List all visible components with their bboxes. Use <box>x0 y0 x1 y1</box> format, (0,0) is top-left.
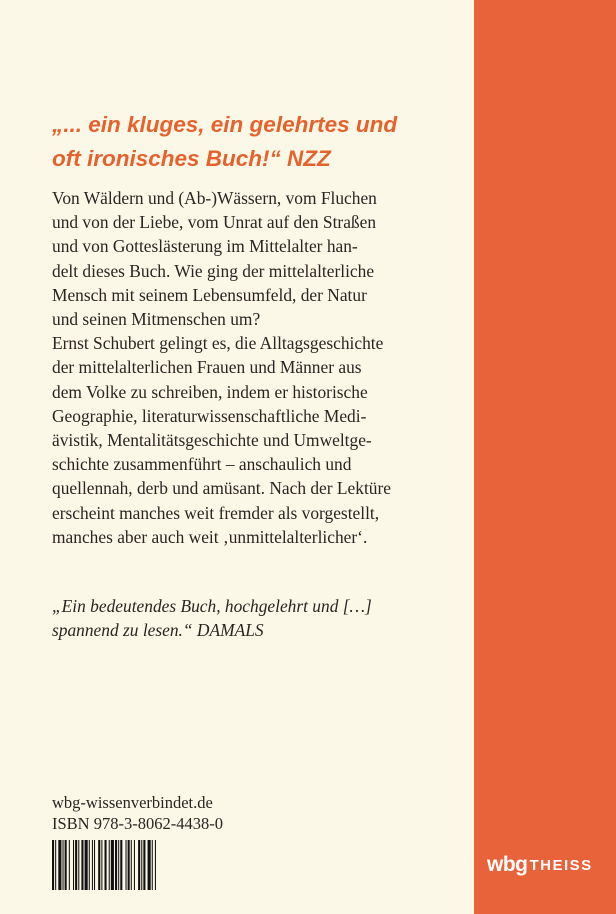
barcode-bar <box>131 840 132 890</box>
publisher-website: wbg-wissenverbindet.de <box>52 793 213 812</box>
blurb-line: dem Volke zu schreiben, indem er historische <box>52 381 368 402</box>
barcode-bar <box>148 840 151 890</box>
logo-wbg-text: wbg <box>487 853 528 876</box>
barcode-bar <box>128 840 130 890</box>
barcode-bar <box>126 840 127 890</box>
barcode-bar <box>69 840 70 890</box>
blurb-text <box>52 186 472 549</box>
blurb-line: quellennah, derb und amüsant. Nach der Lektüre <box>52 478 391 499</box>
barcode-bar <box>115 840 117 890</box>
barcode-bar <box>143 840 145 890</box>
blurb-line: erscheint manches weit fremder als vorgestellt, <box>52 502 380 523</box>
barcode-bar <box>85 840 88 890</box>
barcode-bar <box>111 840 114 890</box>
barcode-bar <box>58 840 61 890</box>
blurb-line: der mittelalterlichen Frauen und Männer aus <box>52 357 362 378</box>
blurb-line: schichte zusammenführt – anschaulich und <box>52 454 352 475</box>
press-quote-bottom <box>52 594 472 642</box>
barcode-bar <box>75 840 77 890</box>
barcode-bar <box>73 840 74 890</box>
barcode-bar <box>141 840 142 890</box>
publisher-logo <box>487 852 593 878</box>
blurb-line: Mensch mit seinem Lebensumfeld, der Natur <box>52 284 367 305</box>
blurb-line: und von Gotteslästerung im Mittelalter han- <box>52 236 358 257</box>
barcode-bar <box>94 840 95 890</box>
barcode-bar <box>78 840 79 890</box>
blurb-line: Geographie, literaturwissenschaftliche Medi- <box>52 405 367 426</box>
barcode-bar <box>52 840 54 890</box>
barcode-bar <box>138 840 140 890</box>
barcode-bar <box>81 840 83 890</box>
barcode-bar <box>109 840 110 890</box>
barcode-bar <box>134 840 135 890</box>
barcode-bar <box>152 840 153 890</box>
barcode-bar <box>89 840 90 890</box>
barcode-bar <box>105 840 107 890</box>
barcode-bar <box>63 840 64 890</box>
blurb-line: Von Wäldern und (Ab-)Wässern, vom Fluchen <box>52 188 377 208</box>
barcode-bar <box>118 840 119 890</box>
blurb-line: und seinen Mitmenschen um? <box>52 309 261 330</box>
quote-bottom-line: „Ein bedeutendes Buch, hochgelehrt und […] <box>52 596 372 616</box>
isbn-number: ISBN 978-3-8062-4438-0 <box>52 814 223 833</box>
barcode-bar <box>55 840 56 890</box>
side-color-panel <box>474 0 616 914</box>
barcode-bar <box>98 840 100 890</box>
quote-bottom-line: spannend zu lesen.“ DAMALS <box>52 620 264 641</box>
blurb-line: manches aber auch weit ‚unmittelalterlicher‘. <box>52 526 368 547</box>
quote-top-line: „... ein kluges, ein gelehrtes und <box>52 112 398 137</box>
barcode-bar <box>101 840 102 890</box>
barcode <box>52 840 222 890</box>
blurb-line: und von der Liebe, vom Unrat auf den Straßen <box>52 212 377 233</box>
quote-top-line: oft ironisches Buch!“ NZZ <box>52 146 331 171</box>
barcode-bar <box>65 840 67 890</box>
barcode-bar <box>92 840 93 890</box>
blurb-line: ävistik, Mentalitätsgeschichte und Umweltge- <box>52 430 372 451</box>
blurb-line: Ernst Schubert gelingt es, die Alltagsgeschichte <box>52 333 384 354</box>
blurb-line: delt dieses Buch. Wie ging der mittelalterliche <box>52 260 375 281</box>
barcode-bar <box>155 840 156 890</box>
press-quote-top <box>52 108 462 176</box>
logo-imprint-text: THEISS <box>529 856 593 874</box>
barcode-bar <box>120 840 122 890</box>
